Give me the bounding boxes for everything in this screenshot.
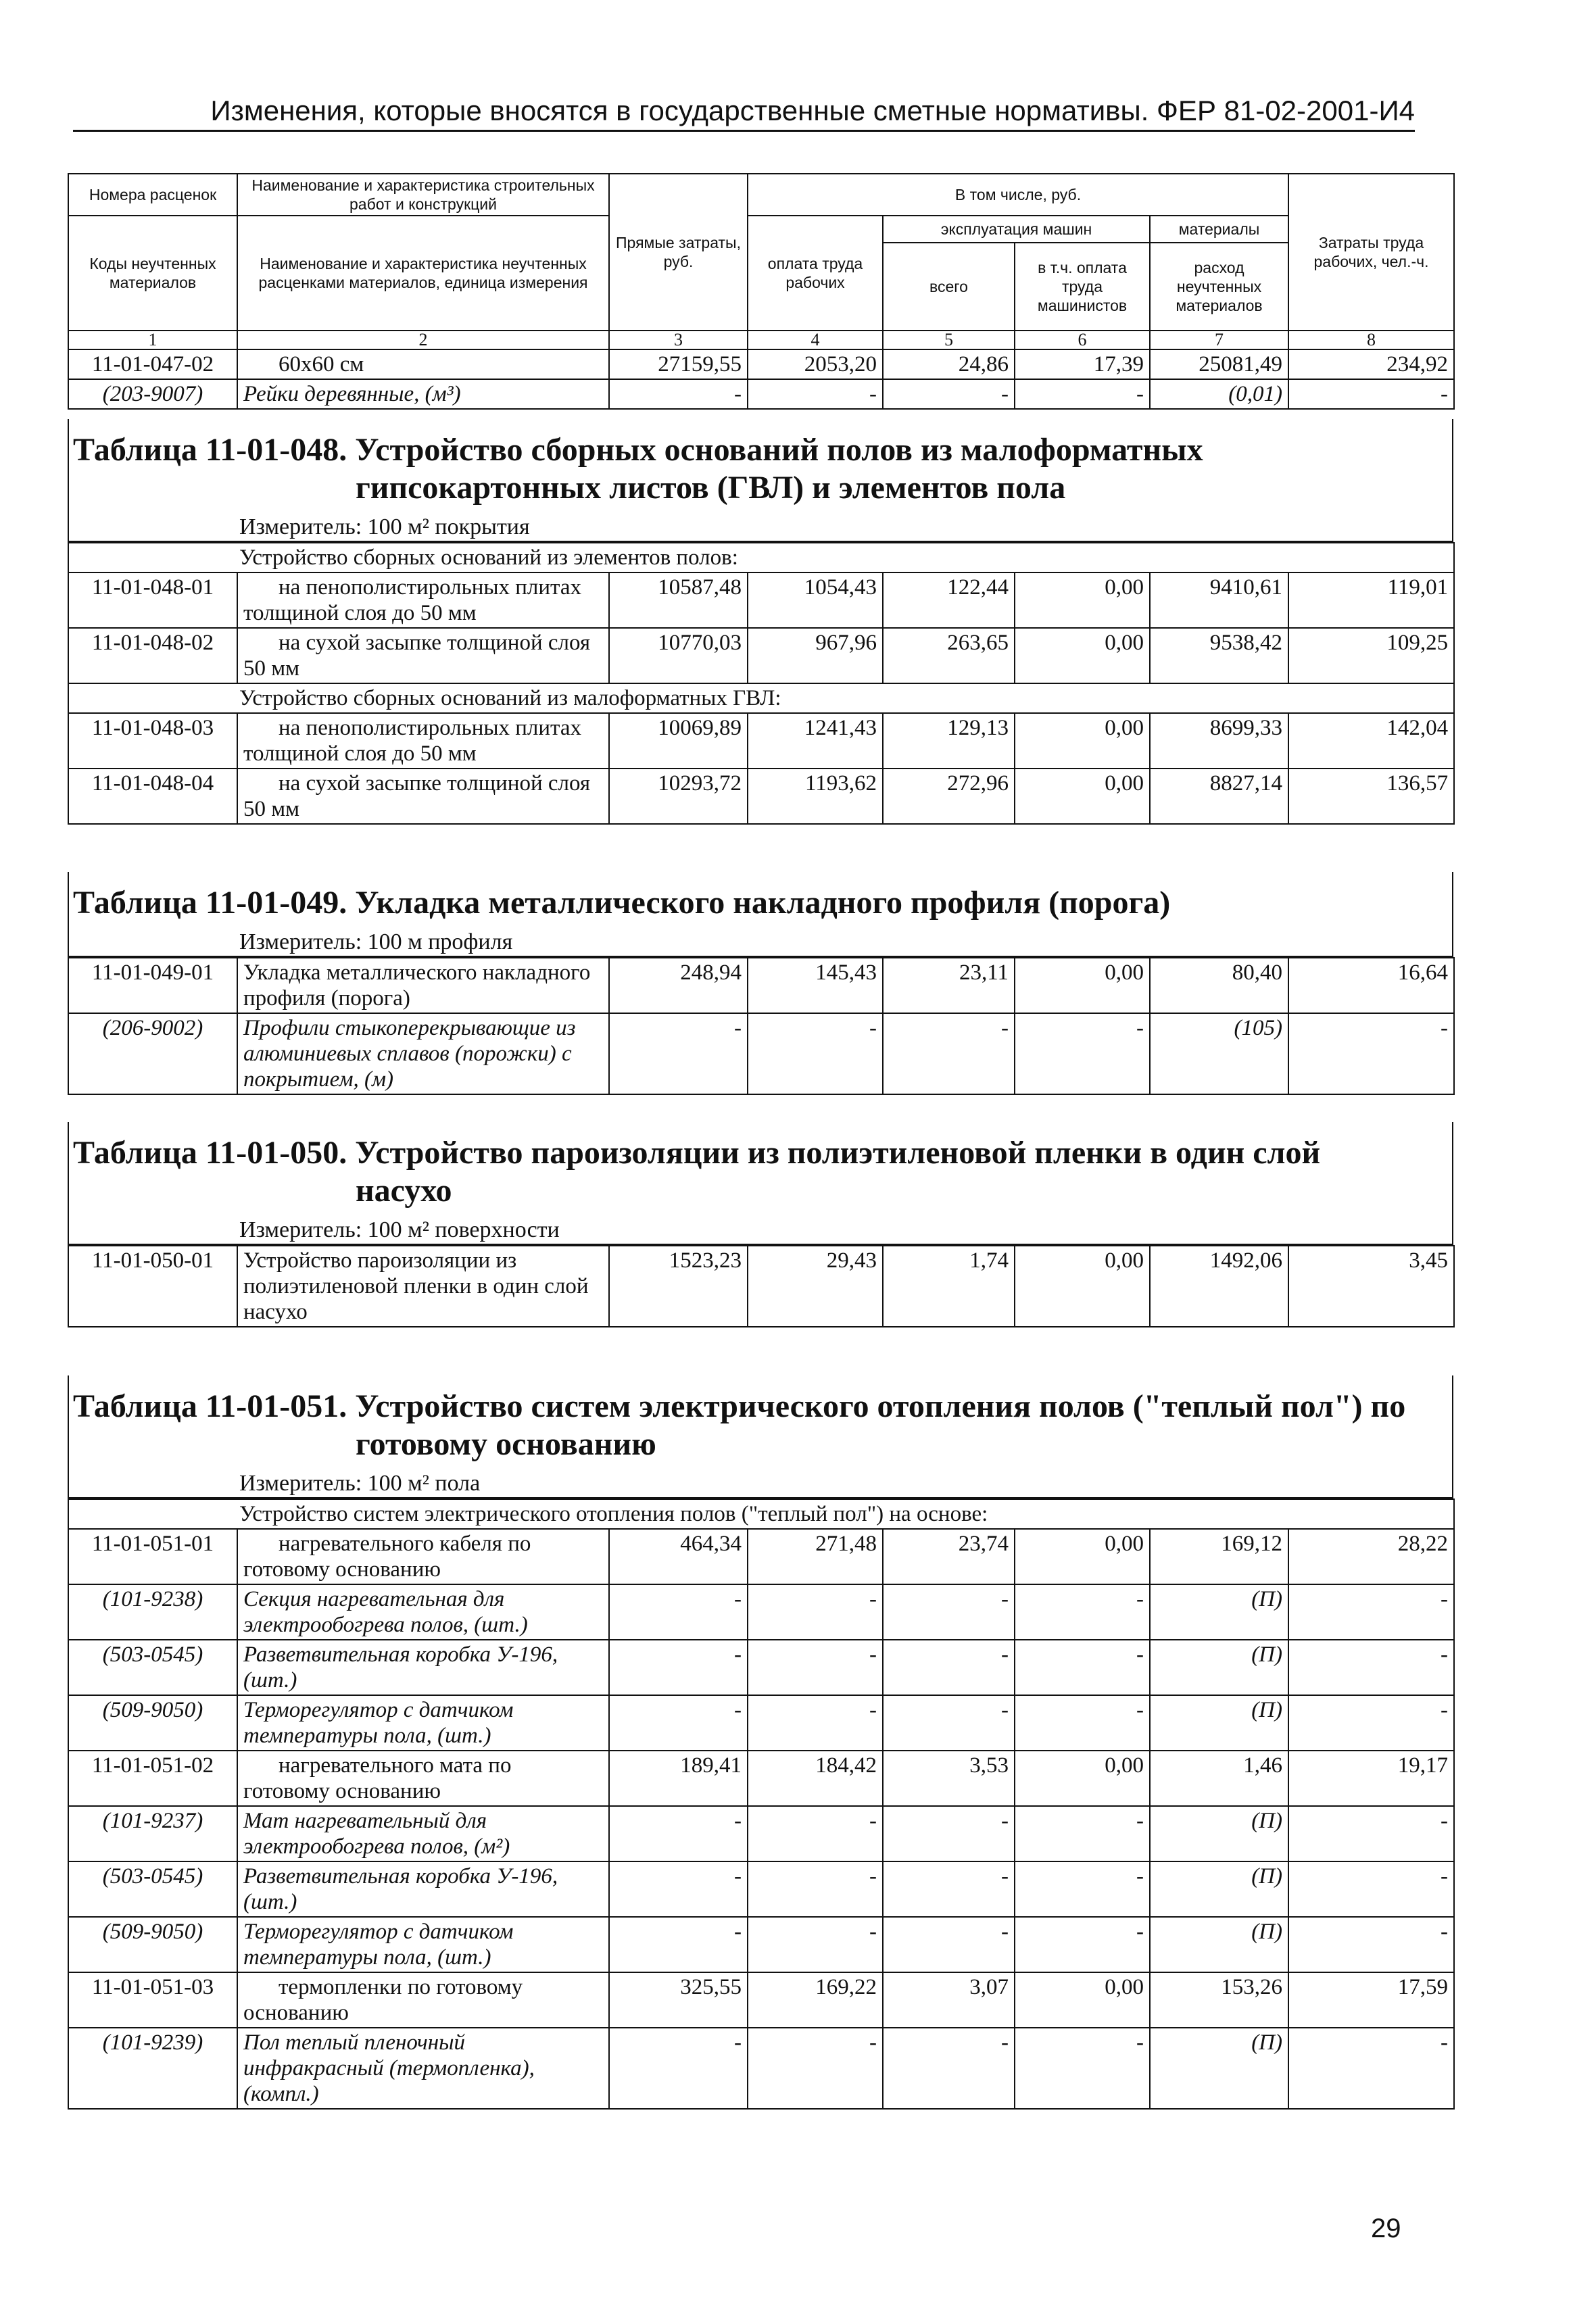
material-code: (206-9002) xyxy=(68,1013,237,1094)
labor-value: 16,64 xyxy=(1288,958,1454,1013)
header-name-bottom: Наименование и характеристика неучтенных расценками материалов, единица измерения xyxy=(237,216,609,331)
table-title-line-1: Устройство сборных оснований полов из малоформатных xyxy=(355,432,1203,468)
column-index: 1 xyxy=(68,331,237,349)
wages-value: 184,42 xyxy=(748,1751,883,1806)
rate-name: нагревательного кабеля по готовому основанию xyxy=(237,1529,609,1584)
direct-cost: - xyxy=(609,1806,748,1861)
material-code: (509-9050) xyxy=(68,1917,237,1972)
wages-value: - xyxy=(748,379,883,409)
machines-wages-value: - xyxy=(1015,1013,1150,1094)
header-materials: материалы xyxy=(1150,216,1288,243)
materials-value: 9538,42 xyxy=(1150,628,1288,683)
material-name: Пол теплый пленочный инфракрасный (термопленка), (компл.) xyxy=(237,2028,609,2109)
table-title xyxy=(68,872,1453,929)
table-row xyxy=(68,1917,1454,1972)
direct-cost: 10770,03 xyxy=(609,628,748,683)
labor-value: 3,45 xyxy=(1288,1246,1454,1327)
materials-value: 80,40 xyxy=(1150,958,1288,1013)
wages-value: - xyxy=(748,1695,883,1751)
rate-name: на сухой засыпке толщиной слоя 50 мм xyxy=(237,769,609,824)
material-code: (101-9239) xyxy=(68,2028,237,2109)
table-title-line-2: готовому основанию xyxy=(356,1426,656,1462)
rate-code: 11-01-050-01 xyxy=(68,1246,237,1327)
table-row xyxy=(68,628,1454,683)
header-direct-costs: Прямые затраты, руб. xyxy=(609,174,748,331)
table-title-line-1: Устройство пароизоляции из полиэтиленовой пленки в один слой xyxy=(355,1135,1321,1171)
labor-value: - xyxy=(1288,1640,1454,1695)
rate-code: 11-01-051-02 xyxy=(68,1751,237,1806)
direct-cost: - xyxy=(609,1861,748,1917)
measure-unit: Измеритель: 100 м² покрытия xyxy=(68,514,1453,542)
machines-wages-value: 0,00 xyxy=(1015,958,1150,1013)
machines-total-value: - xyxy=(883,1013,1015,1094)
materials-value: 8827,14 xyxy=(1150,769,1288,824)
machines-wages-value: 0,00 xyxy=(1015,769,1150,824)
machines-total-value: - xyxy=(883,379,1015,409)
header-including: В том числе, руб. xyxy=(748,174,1288,216)
materials-value: 1,46 xyxy=(1150,1751,1288,1806)
machines-wages-value: - xyxy=(1015,1640,1150,1695)
rate-code: 11-01-049-01 xyxy=(68,958,237,1013)
material-name: Терморегулятор с датчиком температуры пола, (шт.) xyxy=(237,1695,609,1751)
materials-value: (П) xyxy=(1150,1861,1288,1917)
labor-value: - xyxy=(1288,2028,1454,2109)
labor-value: 17,59 xyxy=(1288,1972,1454,2028)
machines-wages-value: 0,00 xyxy=(1015,628,1150,683)
direct-cost: - xyxy=(609,2028,748,2109)
machines-total-value: 23,11 xyxy=(883,958,1015,1013)
column-index: 5 xyxy=(883,331,1015,349)
material-name: Терморегулятор с датчиком температуры пола, (шт.) xyxy=(237,1917,609,1972)
column-index: 4 xyxy=(748,331,883,349)
materials-value: 153,26 xyxy=(1150,1972,1288,2028)
table-row xyxy=(68,1806,1454,1861)
machines-total-value: - xyxy=(883,1917,1015,1972)
rate-name: термопленки по готовому основанию xyxy=(237,1972,609,2028)
table-row xyxy=(68,1861,1454,1917)
page-header xyxy=(73,95,1415,132)
direct-cost: - xyxy=(609,1584,748,1640)
rates-table xyxy=(68,1245,1455,1327)
labor-value: 136,57 xyxy=(1288,769,1454,824)
direct-cost: 1523,23 xyxy=(609,1246,748,1327)
rate-code: 11-01-051-03 xyxy=(68,1972,237,2028)
table-row xyxy=(68,1246,1454,1327)
header-machines-total: всего xyxy=(883,243,1015,331)
machines-total-value: - xyxy=(883,1640,1015,1695)
rate-name: Укладка металлического накладного профиля (порога) xyxy=(237,958,609,1013)
machines-wages-value: 0,00 xyxy=(1015,1751,1150,1806)
wages-value: 29,43 xyxy=(748,1246,883,1327)
table-title xyxy=(68,1375,1453,1470)
wages-value: 271,48 xyxy=(748,1529,883,1584)
direct-cost: - xyxy=(609,1640,748,1695)
table-row xyxy=(68,1972,1454,2028)
table-11-01-048 xyxy=(68,419,1453,825)
rate-code: 11-01-048-04 xyxy=(68,769,237,824)
wages-value: - xyxy=(748,1806,883,1861)
table-row xyxy=(68,1640,1454,1695)
table-title xyxy=(68,419,1453,514)
table-row xyxy=(68,1751,1454,1806)
direct-cost: 27159,55 xyxy=(609,349,748,379)
labor-value: - xyxy=(1288,1695,1454,1751)
machines-total-value: 129,13 xyxy=(883,713,1015,769)
machines-total-value: 3,53 xyxy=(883,1751,1015,1806)
direct-cost: - xyxy=(609,1917,748,1972)
rate-name: нагревательного мата по готовому основанию xyxy=(237,1751,609,1806)
material-code: (509-9050) xyxy=(68,1695,237,1751)
wages-value: 145,43 xyxy=(748,958,883,1013)
rate-code: 11-01-048-02 xyxy=(68,628,237,683)
direct-cost: 10293,72 xyxy=(609,769,748,824)
column-index: 8 xyxy=(1288,331,1454,349)
rate-name: на пенополистирольных плитах толщиной слоя до 50 мм xyxy=(237,713,609,769)
labor-value: 28,22 xyxy=(1288,1529,1454,1584)
table-row xyxy=(68,1529,1454,1584)
rates-table xyxy=(68,1498,1455,2110)
table-row xyxy=(68,1695,1454,1751)
measure-unit: Измеритель: 100 м² пола xyxy=(68,1470,1453,1498)
machines-total-value: 272,96 xyxy=(883,769,1015,824)
table-row xyxy=(68,2028,1454,2109)
materials-value: (П) xyxy=(1150,1695,1288,1751)
page-number: 29 xyxy=(1371,2214,1401,2243)
header-text: Изменения, которые вносятся в государственные сметные нормативы. ФЕР 81-02-2001-И4 xyxy=(210,95,1415,126)
materials-value: 1492,06 xyxy=(1150,1246,1288,1327)
subsection-heading: Устройство сборных оснований из малоформатных ГВЛ: xyxy=(68,683,1454,713)
material-name: Разветвительная коробка У-196, (шт.) xyxy=(237,1640,609,1695)
direct-cost: 10587,48 xyxy=(609,572,748,628)
machines-wages-value: 0,00 xyxy=(1015,1246,1150,1327)
machines-wages-value: - xyxy=(1015,1584,1150,1640)
machines-total-value: 24,86 xyxy=(883,349,1015,379)
wages-value: - xyxy=(748,1861,883,1917)
table-row xyxy=(68,572,1454,628)
material-name: Рейки деревянные, (м³) xyxy=(237,379,609,409)
column-index: 6 xyxy=(1015,331,1150,349)
material-name: Профили стыкоперекрывающие из алюминиевых сплавов (порожки) с покрытием, (м) xyxy=(237,1013,609,1094)
materials-value: 8699,33 xyxy=(1150,713,1288,769)
labor-value: - xyxy=(1288,1013,1454,1094)
header-wages: оплата труда рабочих xyxy=(748,216,883,331)
machines-total-value: 263,65 xyxy=(883,628,1015,683)
rate-code: 11-01-048-03 xyxy=(68,713,237,769)
column-index: 3 xyxy=(609,331,748,349)
direct-cost: - xyxy=(609,1695,748,1751)
table-11-01-049 xyxy=(68,872,1453,1095)
materials-value: (П) xyxy=(1150,1584,1288,1640)
labor-value: - xyxy=(1288,1584,1454,1640)
labor-value: - xyxy=(1288,1861,1454,1917)
rate-name: на сухой засыпке толщиной слоя 50 мм xyxy=(237,628,609,683)
machines-wages-value: 0,00 xyxy=(1015,1972,1150,2028)
wages-value: - xyxy=(748,2028,883,2109)
table-row xyxy=(68,713,1454,769)
direct-cost: 325,55 xyxy=(609,1972,748,2028)
machines-total-value: 1,74 xyxy=(883,1246,1015,1327)
direct-cost: 10069,89 xyxy=(609,713,748,769)
machines-total-value: 23,74 xyxy=(883,1529,1015,1584)
machines-wages-value: - xyxy=(1015,1806,1150,1861)
table-label: Таблица 11-01-049. xyxy=(73,885,347,921)
column-header-table xyxy=(68,173,1455,410)
wages-value: - xyxy=(748,1013,883,1094)
materials-value: 169,12 xyxy=(1150,1529,1288,1584)
table-row xyxy=(68,349,1454,379)
materials-value: 9410,61 xyxy=(1150,572,1288,628)
machines-wages-value: - xyxy=(1015,1917,1150,1972)
table-title-line-1: Устройство систем электрического отопления полов ("теплый пол") по xyxy=(355,1388,1406,1424)
material-code: (503-0545) xyxy=(68,1640,237,1695)
machines-wages-value: - xyxy=(1015,379,1150,409)
direct-cost: - xyxy=(609,379,748,409)
table-11-01-051 xyxy=(68,1375,1453,2110)
machines-total-value: - xyxy=(883,1861,1015,1917)
machines-total-value: 3,07 xyxy=(883,1972,1015,2028)
header-machines: эксплуатация машин xyxy=(883,216,1150,243)
machines-wages-value: - xyxy=(1015,1695,1150,1751)
direct-cost: - xyxy=(609,1013,748,1094)
machines-wages-value: 17,39 xyxy=(1015,349,1150,379)
header-labor: Затраты труда рабочих, чел.-ч. xyxy=(1288,174,1454,331)
rates-table xyxy=(68,542,1455,825)
table-title-line-1: Укладка металлического накладного профиля (порога) xyxy=(355,885,1171,921)
wages-value: 1193,62 xyxy=(748,769,883,824)
header-machines-wages: в т.ч. оплата труда машинистов xyxy=(1015,243,1150,331)
machines-wages-value: - xyxy=(1015,2028,1150,2109)
table-11-01-050 xyxy=(68,1122,1453,1327)
labor-value: 234,92 xyxy=(1288,349,1454,379)
direct-cost: 248,94 xyxy=(609,958,748,1013)
wages-value: - xyxy=(748,1917,883,1972)
measure-unit: Измеритель: 100 м² поверхности xyxy=(68,1217,1453,1245)
machines-total-value: - xyxy=(883,1584,1015,1640)
header-name-top: Наименование и характеристика строительных работ и конструкций xyxy=(237,174,609,216)
machines-total-value: - xyxy=(883,2028,1015,2109)
materials-value: (105) xyxy=(1150,1013,1288,1094)
materials-value: (П) xyxy=(1150,1806,1288,1861)
wages-value: 2053,20 xyxy=(748,349,883,379)
wages-value: 1054,43 xyxy=(748,572,883,628)
column-index: 7 xyxy=(1150,331,1288,349)
material-code: (101-9237) xyxy=(68,1806,237,1861)
wages-value: 967,96 xyxy=(748,628,883,683)
measure-unit: Измеритель: 100 м профиля xyxy=(68,929,1453,957)
material-code: (503-0545) xyxy=(68,1861,237,1917)
table-row xyxy=(68,1013,1454,1094)
wages-value: 169,22 xyxy=(748,1972,883,2028)
labor-value: 119,01 xyxy=(1288,572,1454,628)
table-label: Таблица 11-01-048. xyxy=(73,432,347,468)
labor-value: 19,17 xyxy=(1288,1751,1454,1806)
machines-total-value: 122,44 xyxy=(883,572,1015,628)
header-materials-usage: расход неучтенных материалов xyxy=(1150,243,1288,331)
subsection-heading: Устройство систем электрического отопления полов ("теплый пол") на основе: xyxy=(68,1499,1454,1529)
materials-value: (П) xyxy=(1150,1917,1288,1972)
direct-cost: 464,34 xyxy=(609,1529,748,1584)
wages-value: - xyxy=(748,1584,883,1640)
rate-name: 60х60 см xyxy=(237,349,609,379)
material-name: Разветвительная коробка У-196, (шт.) xyxy=(237,1861,609,1917)
labor-value: 109,25 xyxy=(1288,628,1454,683)
materials-value: (П) xyxy=(1150,2028,1288,2109)
rate-code: 11-01-051-01 xyxy=(68,1529,237,1584)
table-row xyxy=(68,769,1454,824)
direct-cost: 189,41 xyxy=(609,1751,748,1806)
header-codes-top: Номера расценок xyxy=(68,174,237,216)
header-codes-bottom: Коды неучтенных материалов xyxy=(68,216,237,331)
machines-wages-value: 0,00 xyxy=(1015,713,1150,769)
table-row xyxy=(68,1584,1454,1640)
rate-name: на пенополистирольных плитах толщиной слоя до 50 мм xyxy=(237,572,609,628)
machines-total-value: - xyxy=(883,1806,1015,1861)
machines-total-value: - xyxy=(883,1695,1015,1751)
machines-wages-value: 0,00 xyxy=(1015,1529,1150,1584)
table-label: Таблица 11-01-051. xyxy=(73,1388,347,1424)
table-label: Таблица 11-01-050. xyxy=(73,1135,347,1171)
labor-value: - xyxy=(1288,1917,1454,1972)
material-name: Секция нагревательная для электрообогрева полов, (шт.) xyxy=(237,1584,609,1640)
material-code: (101-9238) xyxy=(68,1584,237,1640)
subsection-heading: Устройство сборных оснований из элементов полов: xyxy=(68,543,1454,572)
table-title-line-2: насухо xyxy=(356,1173,452,1209)
rate-name: Устройство пароизоляции из полиэтиленовой пленки в один слой насухо xyxy=(237,1246,609,1327)
table-row xyxy=(68,958,1454,1013)
column-index: 2 xyxy=(237,331,609,349)
wages-value: - xyxy=(748,1640,883,1695)
material-name: Мат нагревательный для электрообогрева полов, (м²) xyxy=(237,1806,609,1861)
materials-value: (0,01) xyxy=(1150,379,1288,409)
machines-wages-value: 0,00 xyxy=(1015,572,1150,628)
table-title xyxy=(68,1122,1453,1217)
rate-code: 11-01-047-02 xyxy=(68,349,237,379)
labor-value: - xyxy=(1288,1806,1454,1861)
table-row xyxy=(68,379,1454,409)
machines-wages-value: - xyxy=(1015,1861,1150,1917)
table-title-line-2: гипсокартонных листов (ГВЛ) и элементов пола xyxy=(356,470,1066,506)
rates-table xyxy=(68,957,1455,1095)
materials-value: (П) xyxy=(1150,1640,1288,1695)
materials-value: 25081,49 xyxy=(1150,349,1288,379)
material-code: (203-9007) xyxy=(68,379,237,409)
wages-value: 1241,43 xyxy=(748,713,883,769)
rate-code: 11-01-048-01 xyxy=(68,572,237,628)
labor-value: - xyxy=(1288,379,1454,409)
labor-value: 142,04 xyxy=(1288,713,1454,769)
